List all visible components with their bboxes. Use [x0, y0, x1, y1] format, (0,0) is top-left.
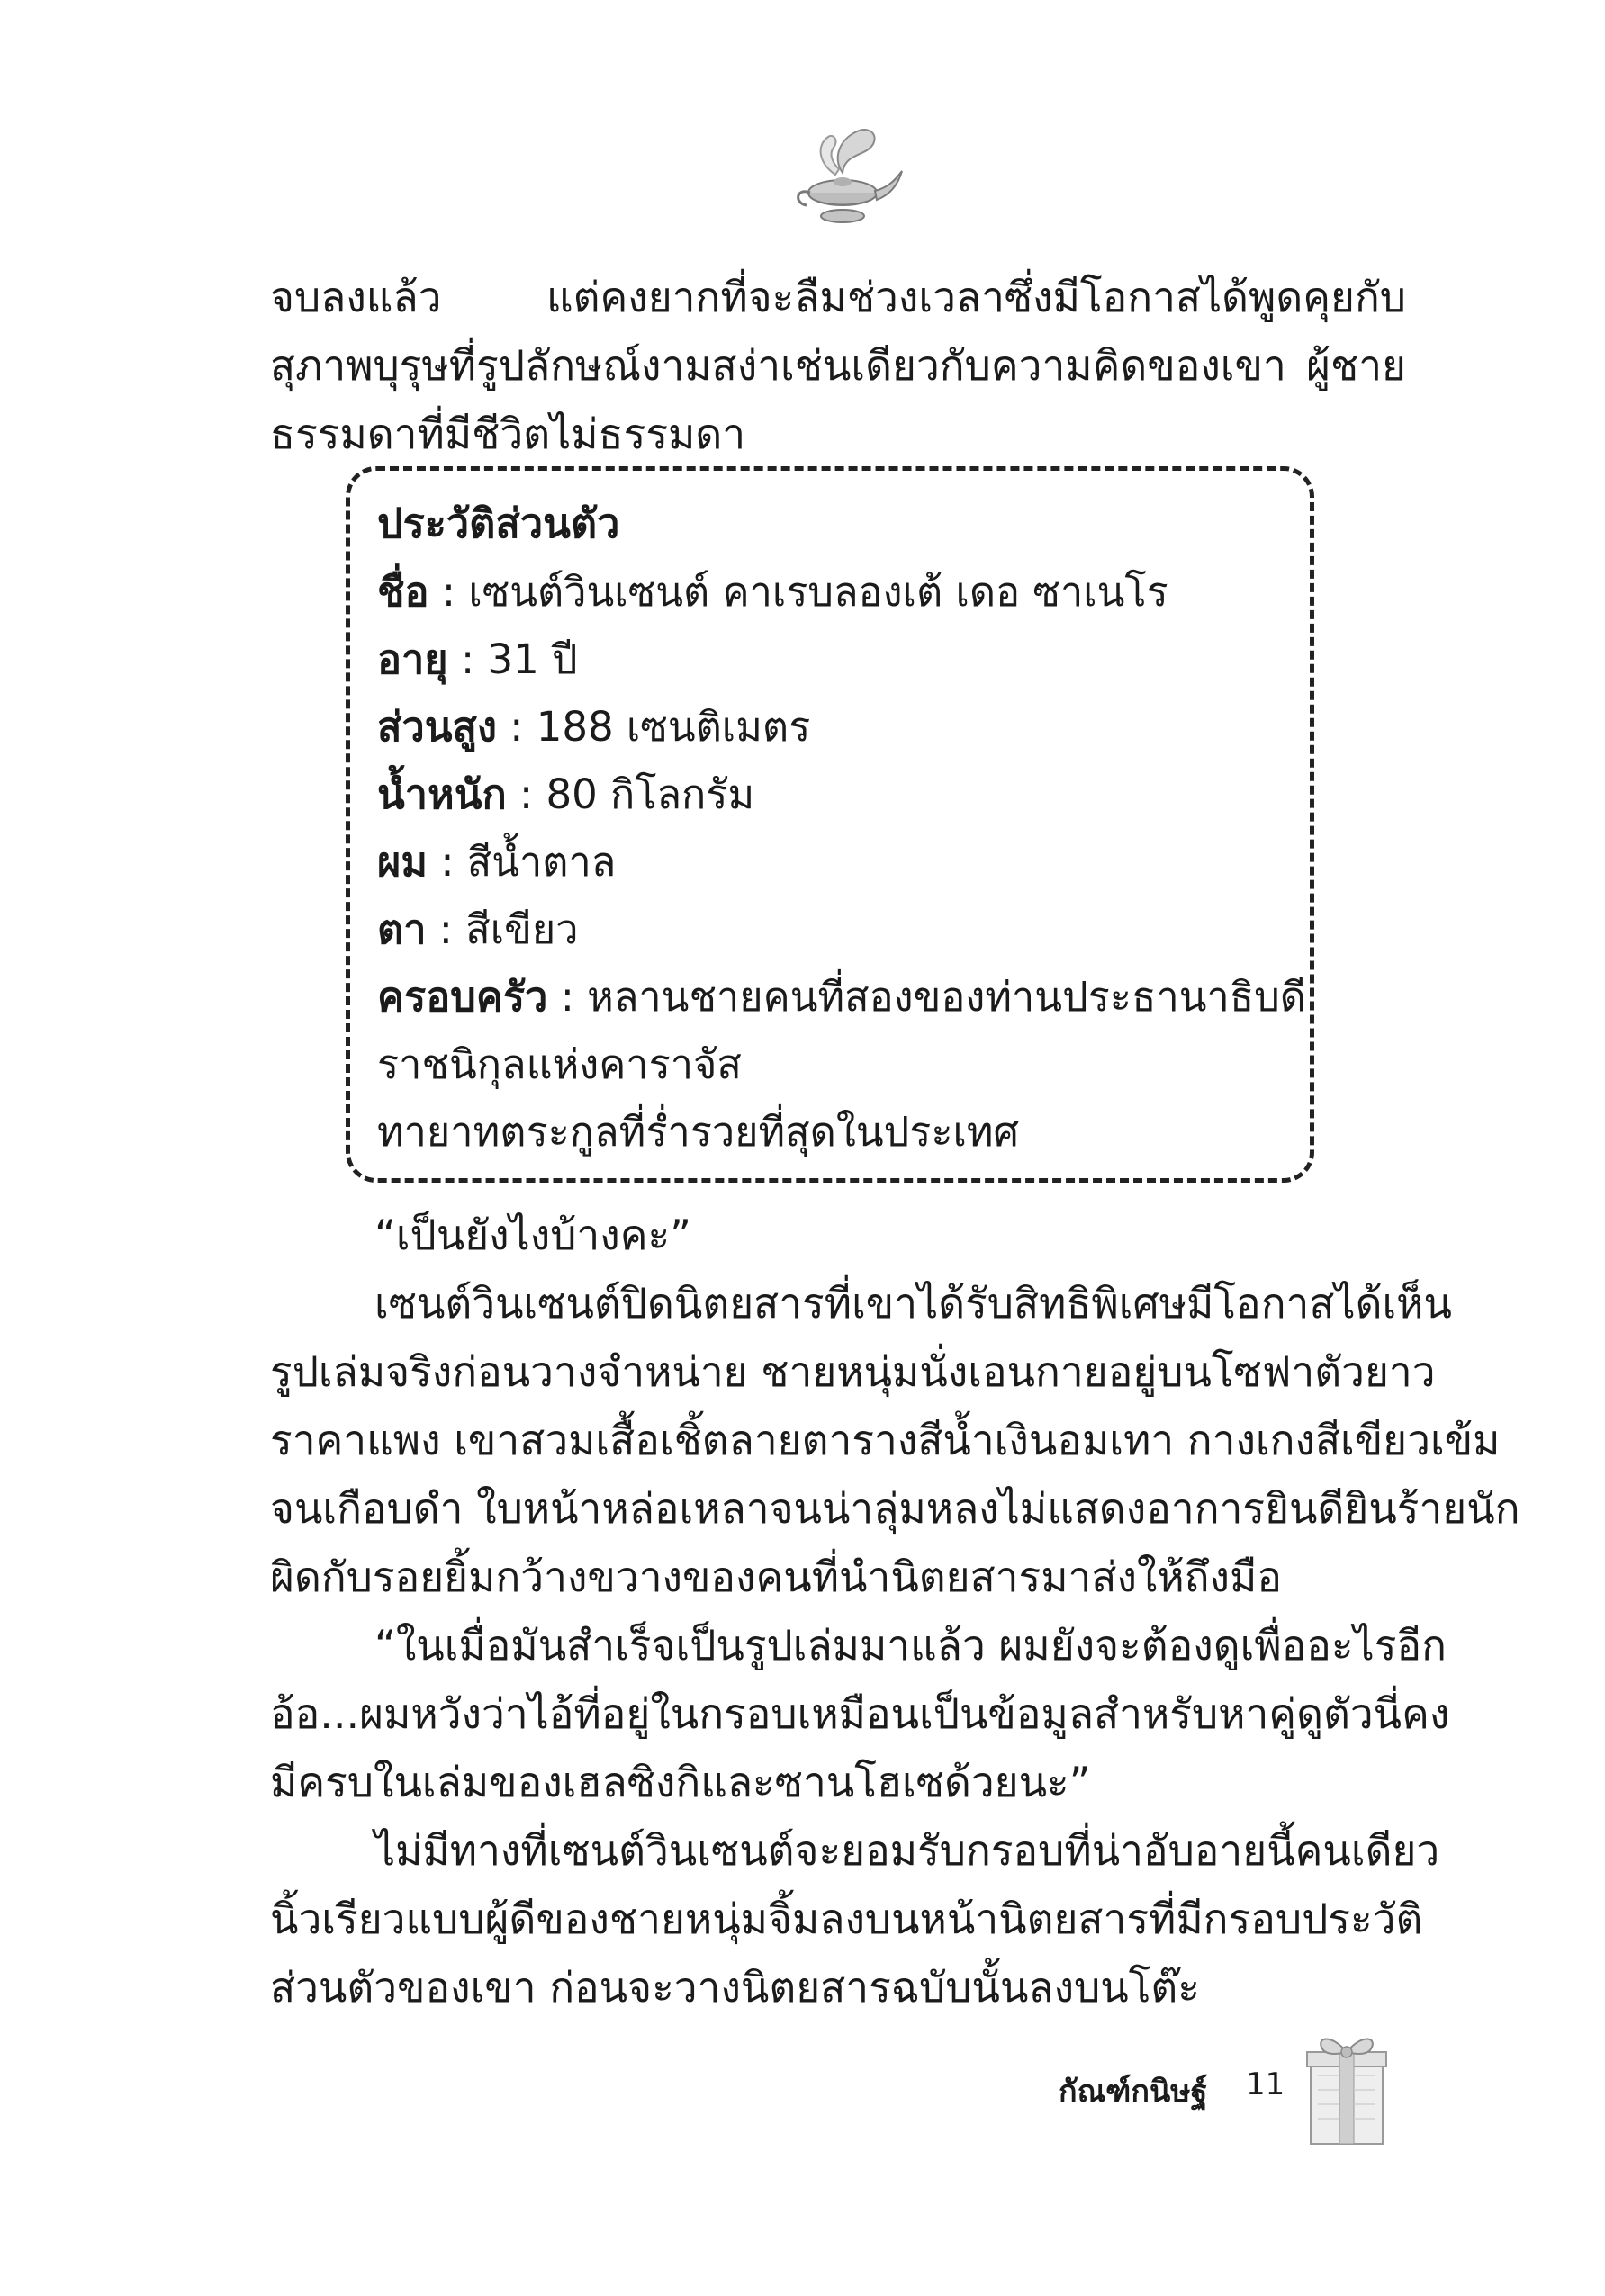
page-number: 11: [1246, 2066, 1285, 2102]
story-line: มีครบในเล่มของเฮลซิงกิและซานโฮเซด้วยนะ”: [270, 1758, 1091, 1806]
story-line: จนเกือบดำ ใบหน้าหล่อเหลาจนน่าลุ่มหลงไม่แสดงอาการยินดียินร้ายนัก: [270, 1484, 1520, 1533]
story-line: ส่วนตัวของเขา ก่อนจะวางนิตยสารฉบับนั้นลงบนโต๊ะ: [270, 1963, 1201, 2012]
story-line: อ้อ...ผมหวังว่าไอ้ที่อยู่ในกรอบเหมือนเป็นข้อมูลสำหรับหาคู่ดูตัวนี่คง: [270, 1689, 1450, 1738]
story-line: ไม่มีทางที่เซนต์วินเซนต์จะยอมรับกรอบที่น่าอับอายนี้คนเดียว: [374, 1826, 1440, 1875]
intro-paragraph: จบลงแล้ว แต่คงยากที่จะลืมช่วงเวลาซึ่งมีโอกาสได้พูดคุยกับสุภาพบุรุษที่รูปลักษณ์งามสง่าเช่นเดียวกับความคิดของเขา ผู้ชายธรรมดาที่มีชีวิตไม่ธรรมดา: [270, 273, 1406, 458]
story-line: เซนต์วินเซนต์ปิดนิตยสารที่เขาได้รับสิทธิพิเศษมีโอกาสได้เห็น: [374, 1279, 1452, 1328]
profile-weight: น้ำหนัก : 80 กิโลกรัม: [377, 770, 755, 818]
story-line: ราคาแพง เขาสวมเสื้อเชิ้ตลายตารางสีน้ำเงินอมเทา กางเกงสีเขียวเข้ม: [270, 1416, 1501, 1464]
story-line: ผิดกับรอยยิ้มกว้างขวางของคนที่นำนิตยสารมาส่งให้ถึงมือ: [270, 1553, 1282, 1601]
story-line: นิ้วเรียวแบบผู้ดีของชายหนุ่มจิ้มลงบนหน้านิตยสารที่มีกรอบประวัติ: [270, 1895, 1423, 1943]
profile-age: อายุ : 31 ปี: [377, 635, 578, 683]
profile-box: [346, 466, 1314, 1183]
profile-hair: ผม : สีน้ำตาล: [377, 838, 617, 886]
profile-family: ครอบครัว : หลานชายคนที่สองของท่านประธานาธิบดี: [377, 973, 1306, 1021]
profile-name: ชื่อ : เซนต์วินเซนต์ คาเรบลองเต้ เดอ ซาเนโร: [377, 568, 1168, 616]
story-line: “ในเมื่อมันสำเร็จเป็นรูปเล่มมาแล้ว ผมยังจะต้องดูเพื่ออะไรอีก: [374, 1621, 1447, 1670]
footer-author: กัณฑ์กนิษฐ์: [1059, 2074, 1208, 2110]
profile-title: ประวัติส่วนตัว: [377, 500, 620, 547]
profile-height: ส่วนสูง : 188 เซนติเมตร: [377, 703, 811, 751]
profile-family-cont: ราชนิกุลแห่งคาราจัส: [377, 1040, 742, 1088]
profile-family-cont: ทายาทตระกูลที่ร่ำรวยที่สุดในประเทศ: [377, 1108, 1020, 1156]
profile-eyes: ตา : สีเขียว: [377, 905, 579, 953]
story-line: “เป็นยังไงบ้างคะ”: [374, 1211, 692, 1259]
gift-box-icon: [1303, 2025, 1390, 2149]
magic-lamp-icon: [780, 115, 906, 230]
story-line: รูปเล่มจริงก่อนวางจำหน่าย ชายหนุ่มนั่งเอนกายอยู่บนโซฟาตัวยาว: [270, 1347, 1436, 1396]
